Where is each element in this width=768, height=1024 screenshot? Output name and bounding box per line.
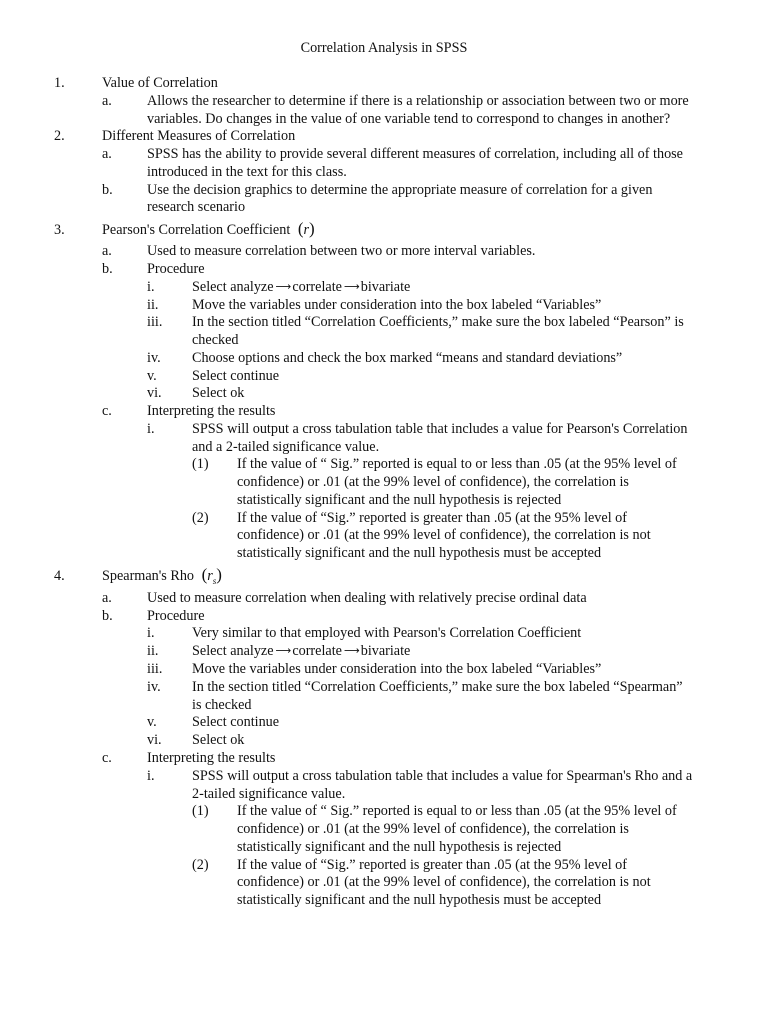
section-4-interp-1-line-1: If the value of “ Sig.” reported is equal to or less than .05 (at the 95% level of — [237, 803, 677, 819]
section-3-interp-i-line-1: SPSS will output a cross tabulation table that includes a value for Pearson's Correlation — [192, 421, 688, 437]
section-4-interp-i-marker: i. — [147, 768, 155, 784]
section-3-a-marker: a. — [102, 243, 112, 259]
spearman-rs-symbol: $(r_s)$ — [201, 565, 222, 586]
section-4-a-marker: a. — [102, 590, 112, 606]
section-1-a-line-2: variables. Do changes in the value of one variable tend to correspond to changes in another? — [147, 111, 671, 127]
section-4-proc-iv-marker: iv. — [147, 679, 161, 695]
section-3-proc-iii-line-1: In the section titled “Correlation Coefficients,” make sure the box labeled “Pearson” is — [192, 314, 684, 330]
section-3-proc-v-text: Select continue — [192, 368, 280, 384]
section-3-proc-vi-marker: vi. — [147, 385, 162, 401]
arrow-right-icon: ⟶ — [343, 280, 360, 293]
section-3-interp-i-line-2: and a 2-tailed significance value. — [192, 439, 380, 455]
arrow-right-icon: ⟶ — [275, 280, 292, 293]
section-4-interp-1-marker: (1) — [192, 803, 209, 819]
section-3-interp-1-line-2: confidence) or .01 (at the 99% level of confidence), the correlation is — [237, 474, 629, 490]
section-4-interp-i-line-2: 2-tailed significance value. — [192, 786, 346, 802]
section-3-proc-vi-text: Select ok — [192, 385, 245, 401]
section-3-proc-iv-text: Choose options and check the box marked “means and standard deviations” — [192, 350, 623, 366]
section-2-a-marker: a. — [102, 146, 112, 162]
section-4-proc-vi-marker: vi. — [147, 732, 162, 748]
section-2-b-marker: b. — [102, 182, 113, 198]
section-4-c-text: Interpreting the results — [147, 750, 276, 766]
section-1-a-marker: a. — [102, 93, 112, 109]
section-4-b-text: Procedure — [147, 608, 205, 624]
section-4-proc-ii-marker: ii. — [147, 643, 159, 659]
section-4-interp-i-line-1: SPSS will output a cross tabulation table that includes a value for Spearman's Rho and a — [192, 768, 693, 784]
section-2-a-line-1: SPSS has the ability to provide several different measures of correlation, including all of those — [147, 146, 683, 162]
section-1-heading: Value of Correlation — [102, 75, 218, 91]
menu-path-analyze: Select analyze — [192, 643, 274, 659]
menu-path-analyze: Select analyze — [192, 279, 274, 295]
section-3-a-text: Used to measure correlation between two or more interval variables. — [147, 243, 536, 259]
section-2-b-line-1: Use the decision graphics to determine the appropriate measure of correlation for a given — [147, 182, 653, 198]
section-4-proc-v-marker: v. — [147, 714, 157, 730]
section-4-proc-i-marker: i. — [147, 625, 155, 641]
section-4-interp-1-line-2: confidence) or .01 (at the 99% level of confidence), the correlation is — [237, 821, 629, 837]
section-1-number: 1. — [54, 75, 65, 91]
section-3-proc-iii-marker: iii. — [147, 314, 163, 330]
arrow-right-icon: ⟶ — [343, 644, 360, 657]
section-2-number: 2. — [54, 128, 65, 144]
section-4-interp-2-line-2: confidence) or .01 (at the 99% level of confidence), the correlation is not — [237, 874, 651, 890]
section-4-proc-iii-marker: iii. — [147, 661, 163, 677]
arrow-right-icon: ⟶ — [275, 644, 292, 657]
section-4-proc-v-text: Select continue — [192, 714, 280, 730]
section-3-interp-1-line-3: statistically significant and the null hypothesis is rejected — [237, 492, 562, 508]
spearman-r-letter: r — [207, 568, 213, 584]
section-3-interp-2-line-2: confidence) or .01 (at the 99% level of confidence), the correlation is not — [237, 527, 651, 543]
section-3-proc-ii-text: Move the variables under consideration into the box labeled “Variables” — [192, 297, 602, 313]
section-4-proc-vi-text: Select ok — [192, 732, 245, 748]
section-3-proc-iv-marker: iv. — [147, 350, 161, 366]
pearson-r-letter: r — [303, 222, 310, 238]
section-4-proc-iv-line-1: In the section titled “Correlation Coefficients,” make sure the box labeled “Spearman” — [192, 679, 683, 695]
section-3-proc-i-marker: i. — [147, 279, 155, 295]
section-3-interp-1-line-1: If the value of “ Sig.” reported is equal to or less than .05 (at the 95% level of — [237, 456, 677, 472]
section-4-proc-iv-line-2: is checked — [192, 697, 252, 713]
section-3-interp-i-marker: i. — [147, 421, 155, 437]
section-3-c-marker: c. — [102, 403, 112, 419]
section-4-interp-2-line-3: statistically significant and the null hypothesis must be accepted — [237, 892, 602, 908]
section-4-c-marker: c. — [102, 750, 112, 766]
menu-path-correlate: correlate — [292, 279, 342, 295]
section-3-interp-1-marker: (1) — [192, 456, 209, 472]
section-2-heading: Different Measures of Correlation — [102, 128, 296, 144]
section-4-proc-ii-line — [192, 643, 410, 661]
section-3-interp-2-line-3: statistically significant and the null hypothesis must be accepted — [237, 545, 602, 561]
section-3-proc-v-marker: v. — [147, 368, 157, 384]
section-4-heading-line — [102, 565, 222, 591]
section-4-a-text: Used to measure correlation when dealing with relatively precise ordinal data — [147, 590, 587, 606]
section-4-interp-1-line-3: statistically significant and the null hypothesis is rejected — [237, 839, 562, 855]
section-4-proc-iii-text: Move the variables under consideration into the box labeled “Variables” — [192, 661, 602, 677]
section-4-b-marker: b. — [102, 608, 113, 624]
section-4-interp-2-marker: (2) — [192, 857, 209, 873]
section-3-proc-i-line — [192, 279, 410, 297]
section-3-interp-2-marker: (2) — [192, 510, 209, 526]
pearson-r-symbol: (r) — [297, 219, 315, 238]
section-3-b-marker: b. — [102, 261, 113, 277]
section-4-interp-2-line-1: If the value of “Sig.” reported is greater than .05 (at the 95% level of — [237, 857, 628, 873]
section-2-a-line-2: introduced in the text for this class. — [147, 164, 347, 180]
section-4-number: 4. — [54, 568, 65, 584]
spearman-subscript: s — [212, 575, 217, 586]
section-3-c-text: Interpreting the results — [147, 403, 276, 419]
page-title: Correlation Analysis in SPSS — [300, 40, 468, 56]
menu-path-bivariate: bivariate — [360, 643, 411, 659]
section-2-b-line-2: research scenario — [147, 199, 246, 215]
section-3-proc-iii-line-2: checked — [192, 332, 239, 348]
section-3-b-text: Procedure — [147, 261, 205, 277]
section-4-proc-i-text: Very similar to that employed with Pearson's Correlation Coefficient — [192, 625, 582, 641]
section-3-heading-line — [102, 219, 315, 240]
section-1-a-line-1: Allows the researcher to determine if there is a relationship or association between two or more — [147, 93, 689, 109]
section-3-heading: Pearson's Correlation Coefficient — [102, 222, 291, 238]
section-3-number: 3. — [54, 222, 65, 238]
section-4-heading: Spearman's Rho — [102, 568, 195, 584]
menu-path-correlate: correlate — [292, 643, 342, 659]
section-3-interp-2-line-1: If the value of “Sig.” reported is greater than .05 (at the 95% level of — [237, 510, 628, 526]
section-3-proc-ii-marker: ii. — [147, 297, 159, 313]
menu-path-bivariate: bivariate — [360, 279, 411, 295]
